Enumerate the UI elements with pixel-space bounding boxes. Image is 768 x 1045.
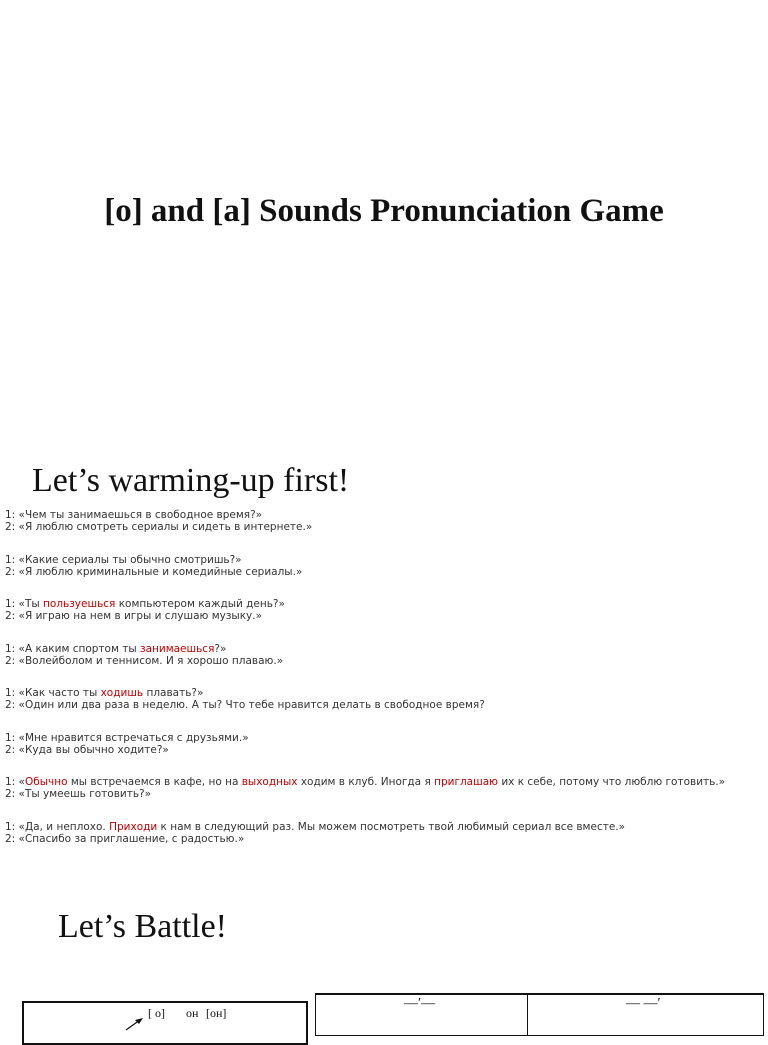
highlighted-word: занимаешься bbox=[139, 642, 215, 655]
dialogue-text: 1: «Да, и неплохо. bbox=[5, 820, 110, 833]
dialogue-text: 2: «Спасибо за приглашение, с радостью.» bbox=[5, 832, 245, 845]
dialogue-text: 1: «Какие сериалы ты обычно смотришь?» bbox=[5, 553, 242, 566]
battle-heading: Let’s Battle! bbox=[58, 908, 228, 945]
stress-cell-1 bbox=[316, 995, 528, 1035]
dialogue-line bbox=[5, 788, 765, 800]
dialogue-text: 1: « bbox=[5, 776, 25, 788]
dialogue-text: 2: «Волейболом и теннисом. И я хорошо плаваю.» bbox=[5, 654, 284, 667]
dialogue-pair bbox=[5, 732, 765, 756]
dialogue-line bbox=[5, 566, 765, 578]
dialogue-pair bbox=[5, 687, 765, 711]
dialogue-text: к нам в следующий раз. Мы можем посмотреть твой любимый сериал все вместе.» bbox=[157, 820, 626, 833]
highlighted-word: выходных bbox=[241, 776, 298, 788]
dialogue-line bbox=[5, 833, 765, 845]
dialogue-pair bbox=[5, 598, 765, 622]
dialogue-text: 1: «Мне нравится встречаться с друзьями.» bbox=[5, 731, 249, 744]
dialogue-pair bbox=[5, 643, 765, 667]
dialogue-text: 1: «А каким спортом ты bbox=[5, 642, 140, 655]
dialogue-text: ходим в клуб. Иногда я bbox=[297, 776, 435, 788]
dialogue-line bbox=[5, 509, 765, 521]
stress-pattern-1: —′— bbox=[404, 996, 436, 1011]
dialogue-line bbox=[5, 776, 765, 788]
stress-pattern-2: — —′ bbox=[626, 996, 661, 1011]
dialogue-text: 1: «Ты bbox=[5, 598, 44, 610]
sound-diagram bbox=[22, 1001, 308, 1045]
warmup-heading: Let’s warming-up first! bbox=[32, 462, 350, 499]
dialogue-line bbox=[5, 554, 765, 566]
dialogue-line bbox=[5, 821, 765, 833]
dialogue-text: 2: «Я люблю криминальные и комедийные сериалы.» bbox=[5, 565, 303, 578]
highlighted-word: ходишь bbox=[100, 687, 144, 699]
highlighted-word: приглашаю bbox=[434, 776, 498, 788]
dialogue-pair bbox=[5, 776, 765, 800]
highlighted-word: Приходи bbox=[109, 820, 158, 833]
dialogue-list bbox=[5, 509, 765, 865]
dialogue-text: 1: «Чем ты занимаешься в свободное время?» bbox=[5, 509, 263, 521]
dialogue-text: 2: «Один или два раза в неделю. А ты? Что тебе нравится делать в свободное время? bbox=[5, 699, 485, 711]
diagram-symbol-word: он bbox=[186, 1006, 199, 1020]
dialogue-line bbox=[5, 521, 765, 533]
dialogue-line bbox=[5, 687, 765, 699]
diagram-symbol-transcription: [он] bbox=[206, 1006, 227, 1020]
highlighted-word: пользуешься bbox=[43, 598, 116, 610]
page-title: [o] and [a] Sounds Pronunciation Game bbox=[104, 193, 664, 229]
dialogue-text: их к себе, потому что люблю готовить.» bbox=[498, 776, 726, 788]
dialogue-line bbox=[5, 732, 765, 744]
dialogue-line bbox=[5, 699, 765, 711]
dialogue-text: 2: «Ты умеешь готовить?» bbox=[5, 788, 152, 800]
diagram-symbol-o: [ o] bbox=[148, 1006, 165, 1020]
dialogue-pair bbox=[5, 554, 765, 578]
highlighted-word: Обычно bbox=[24, 776, 68, 788]
dialogue-text: 2: «Куда вы обычно ходите?» bbox=[5, 743, 169, 756]
dialogue-text: 2: «Я играю на нем в игры и слушаю музыку.» bbox=[5, 610, 263, 622]
dialogue-pair bbox=[5, 509, 765, 533]
dialogue-text: плавать?» bbox=[143, 687, 204, 699]
dialogue-line bbox=[5, 655, 765, 667]
stress-pattern-table bbox=[315, 993, 764, 1036]
dialogue-line bbox=[5, 744, 765, 756]
dialogue-line bbox=[5, 598, 765, 610]
stress-cell-2 bbox=[528, 995, 763, 1035]
dialogue-text: мы встречаемся в кафе, но на bbox=[67, 776, 242, 788]
dialogue-line bbox=[5, 643, 765, 655]
dialogue-pair bbox=[5, 821, 765, 845]
dialogue-text: компьютером каждый день?» bbox=[115, 598, 285, 610]
dialogue-text: 1: «Как часто ты bbox=[5, 687, 101, 699]
dialogue-text: ?» bbox=[214, 642, 227, 655]
dialogue-line bbox=[5, 610, 765, 622]
dialogue-text: 2: «Я люблю смотреть сериалы и сидеть в интернете.» bbox=[5, 521, 313, 533]
